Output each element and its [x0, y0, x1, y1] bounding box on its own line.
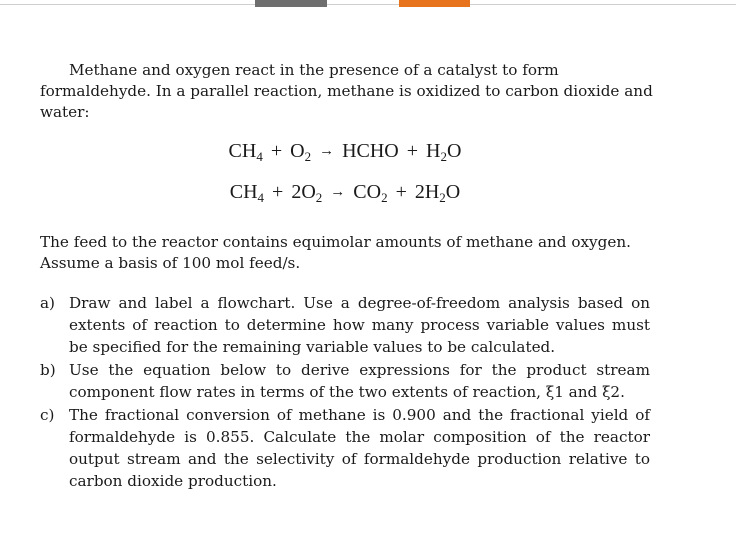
top-tab-strip [0, 0, 736, 7]
question-text: Use the equation below to derive expressions for the product stream component flow rates in terms of the two extents of reaction, ξ1 and ξ2. [69, 361, 650, 401]
eq1-reactant-oxygen: $O_2$ [290, 140, 312, 164]
eq1-product-water: $H_2O$ [426, 140, 462, 164]
question-letter: a) [40, 294, 55, 312]
gray-tab-indicator[interactable] [255, 0, 327, 7]
top-divider [0, 4, 736, 5]
orange-tab-indicator[interactable] [399, 0, 470, 7]
question-text: Draw and label a flowchart. Use a degree-of-freedom analysis based on extents of reaction to determine how many process variable values must be specified for the remaining variable values to be calculated. [69, 294, 650, 356]
plus-sign: + [272, 181, 284, 203]
eq2-reactant-methane: $CH_4$ [229, 181, 265, 205]
eq2-product-water: $2H_2O$ [414, 181, 461, 205]
question-b [40, 359, 650, 403]
question-text: The fractional conversion of methane is 0.900 and the fractional yield of formaldehyde is 0.855. Calculate the molar composition of the reactor output stream and the selectivity of formaldehyde production relative to carbon dioxide production. [69, 406, 650, 490]
question-letter: c) [40, 406, 55, 424]
eq1-reactant-methane: $CH_4$ [228, 140, 263, 164]
intro-paragraph: Methane and oxygen react in the presence of a catalyst to form formaldehyde. In a parallel reaction, methane is oxidized to carbon dioxide and water: [40, 61, 653, 121]
question-a [40, 292, 650, 358]
question-c [40, 404, 650, 492]
plus-sign: + [270, 140, 283, 162]
eq2-reactant-oxygen: $2O_2$ [291, 181, 323, 205]
plus-sign: + [406, 140, 419, 162]
eq2-product-co2: $CO_2$ [353, 181, 388, 205]
reaction-arrow: → [330, 184, 346, 200]
reaction-arrow: → [319, 143, 335, 159]
equation-formaldehyde [0, 139, 690, 163]
plus-sign: + [395, 181, 407, 203]
question-list [40, 292, 650, 493]
equation-combustion [0, 180, 690, 204]
question-letter: b) [40, 361, 56, 379]
eq1-product-formaldehyde: HCHO [342, 140, 399, 162]
feed-paragraph: The feed to the reactor contains equimolar amounts of methane and oxygen. Assume a basis of 100 mol feed/s. [40, 233, 631, 272]
